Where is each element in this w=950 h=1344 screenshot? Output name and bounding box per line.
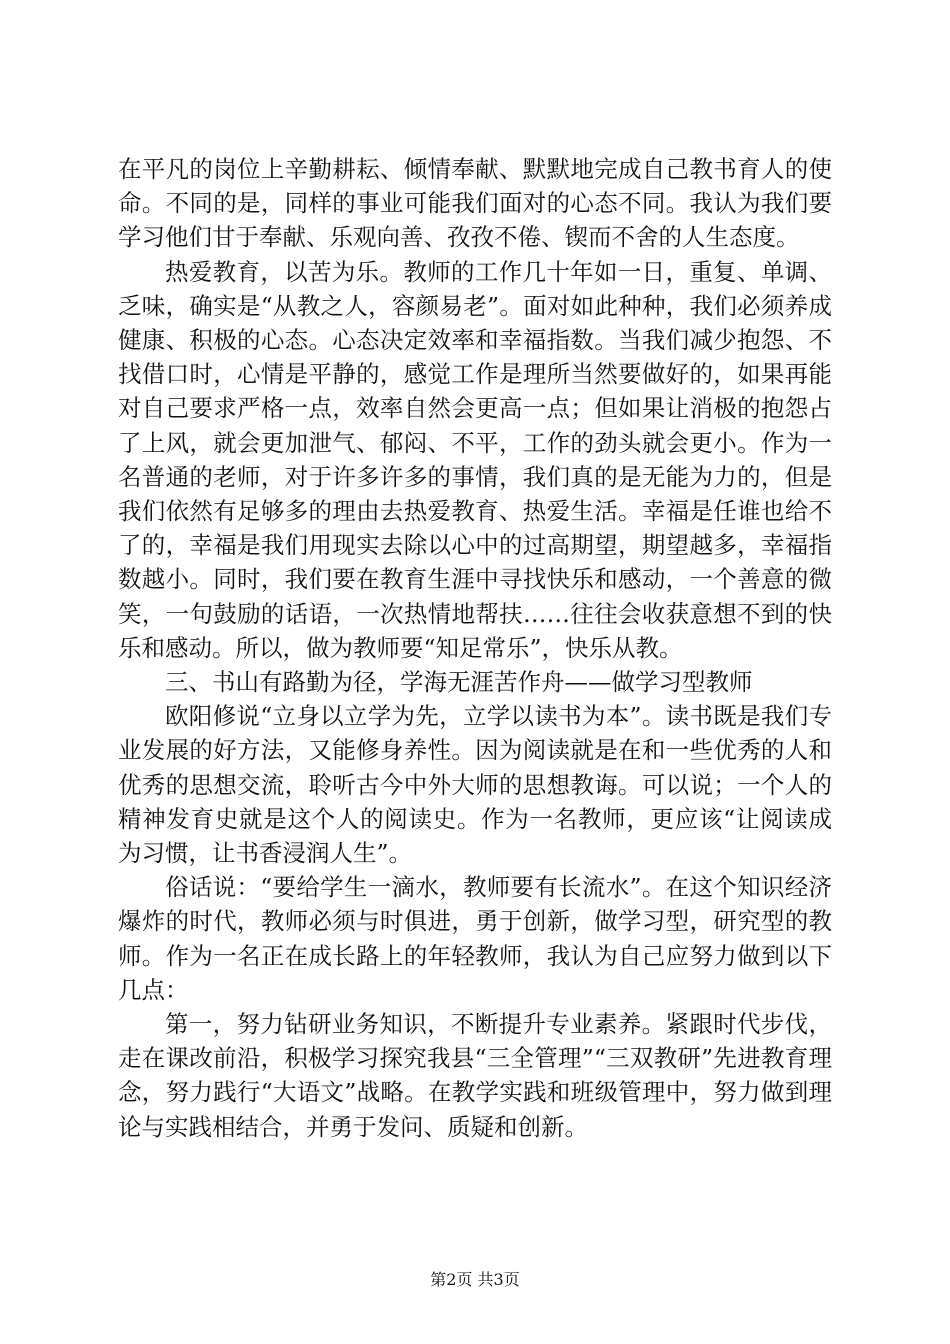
paragraph-ouyang-xiu: 欧阳修说“立身以立学为先，立学以读书为本”。读书既是我们专业发展的好方法，又能修身养性。因为阅读就是在和一些优秀的人和优秀的思想交流，聆听古今中外大师的思想教诲。可以说；一个人的精神发育史就是这个人的阅读史。作为一名教师，更应该“让阅读成为习惯，让书香浸润人生”。: [118, 702, 832, 868]
paragraph-proverb: 俗话说：“要给学生一滴水，教师要有长流水”。在这个知识经济爆炸的时代，教师必须与时俱进，勇于创新，做学习型，研究型的教师。作为一名正在成长路上的年轻教师，我认为自己应努力做到以下几点：: [118, 873, 832, 1004]
section-heading-learning-teacher: 三、书山有路勤为径，学海无涯苦作舟——做学习型教师: [165, 668, 753, 697]
document-body: [118, 152, 832, 1144]
paragraph-first-point: 第一，努力钻研业务知识，不断提升专业素养。紧跟时代步伐，走在课改前沿，积极学习探究我县“三全管理”“三双教研”先进教育理念，努力践行“大语文”战略。在教学实践和班级管理中，努力做到理论与实践相结合，并勇于发问、质疑和创新。: [118, 1010, 832, 1141]
page-footer: 第2页 共3页: [430, 1270, 520, 1289]
paragraph-love-education: 热爱教育，以苦为乐。教师的工作几十年如一日，重复、单调、乏味，确实是“从教之人，容颜易老”。面对如此种种，我们必须养成健康、积极的心态。心态决定效率和幸福指数。当我们减少抱怨、不找借口时，心情是平静的，感觉工作是理所当然要做好的，如果再能对自己要求严格一点，效率自然会更高一点；但如果让消极的抱怨占了上风，就会更加泄气、郁闷、不平，工作的劲头就会更小。作为一名普通的老师，对于许多许多的事情，我们真的是无能为力的，但是我们依然有足够多的理由去热爱教育、热爱生活。幸福是任谁也给不了的，幸福是我们用现实去除以心中的过高期望，期望越多，幸福指数越小。同时，我们要在教育生涯中寻找快乐和感动，一个善意的微笑，一句鼓励的话语，一次热情地帮扶……往往会收获意想不到的快乐和感动。所以，做为教师要“知足常乐”，快乐从教。: [118, 257, 832, 662]
paragraph-continuation: 在平凡的岗位上辛勤耕耘、倾情奉献、默默地完成自己教书育人的使命。不同的是，同样的事业可能我们面对的心态不同。我认为我们要学习他们甘于奉献、乐观向善、孜孜不倦、锲而不舍的人生态度。: [118, 155, 832, 252]
